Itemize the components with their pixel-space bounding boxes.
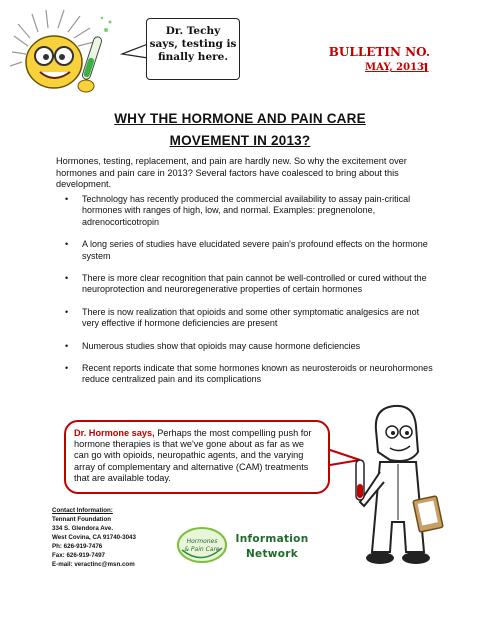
dr-techy-cartoon-icon [10,6,120,106]
list-item [56,194,436,228]
list-item [56,239,436,262]
bullet-icon: • [65,194,69,204]
bullet-text: A long series of studies have elucidated severe pain's profound effects on the hormone system [82,239,428,261]
logo-text: & Pain Care [184,546,220,553]
contact-address-line: 334 S. Glendora Ave. [52,525,114,532]
network-line: Information [235,533,309,545]
bullet-text: There is more clear recognition that pain cannot be well-controlled or cured without the neuroprotection and neuroregenerative properties of certain hormones [82,273,427,295]
bubble-line: finally here. [158,51,228,63]
page-title [60,108,420,152]
list-item [56,363,436,386]
bullet-text: Recent reports indicate that some hormones known as neurosteroids or neurohormones reduce centralized pain and its complications [82,363,433,385]
bullet-icon: • [65,273,69,284]
network-line: Network [245,548,299,560]
hormones-pain-care-logo [176,526,228,564]
contact-address-line: West Covina, CA 91740-3043 [52,534,136,541]
bullet-icon: • [65,306,69,317]
contact-heading: Contact Information: [52,507,113,514]
speaker-label: Dr. Hormone says, [74,428,155,438]
list-item [56,341,436,352]
bullet-icon: • [65,363,69,374]
bullet-text: Numerous studies show that opioids may cause hormone deficiencies [82,340,361,351]
bullet-icon: • [65,239,69,250]
dr-hormone-cartoon-icon [350,402,450,574]
logo-text: Hormones [186,538,218,545]
intro-paragraph: Hormones, testing, replacement, and pain are hardly new. So why the excitement over hormones and pain care in 2013? Several factors have coalesced to bring about this development. [56,156,407,189]
quote-text: Perhaps the most compelling push for hormone therapies is that we've gone about as far as we can go with opioids, neuropathic agents, and the varying array of complementary and alternative (CAM) treatments that are available today. [74,428,312,483]
list-item [56,307,436,330]
bullet-icon: • [65,340,69,351]
contact-fax: Fax: 626-919-7497 [52,552,105,559]
bullet-list [56,194,436,397]
dr-techy-speech-bubble [146,18,240,80]
bulletin-date: MAY, 2013 [365,62,424,73]
bullet-text: There is now realization that opioids and some other symptomatic analgesics are not very effective if hormone deficiencies are present [82,306,420,329]
bulletin-number: BULLETIN NO. 1 [328,45,430,75]
bubble-line: Dr. Techy [165,25,221,37]
title-line: MOVEMENT IN 2013? [169,133,311,148]
contact-email: E-mail: veractinc@msn.com [52,561,135,568]
list-item [56,273,436,296]
contact-phone: Ph: 626-919-7476 [52,543,103,550]
dr-hormone-speech-bubble [64,420,330,494]
bubble-line: says, testing is [149,38,237,50]
title-line: WHY THE HORMONE AND PAIN CARE [114,111,366,126]
contact-org: Tennant Foundation [52,516,111,523]
bullet-text: Technology has recently produced the commercial availability to assay pain-critical hormones with ranges of high, low, and normal. Examples: pregnenolone, adrenocorticotropin [82,194,411,227]
information-network-label [232,532,312,562]
